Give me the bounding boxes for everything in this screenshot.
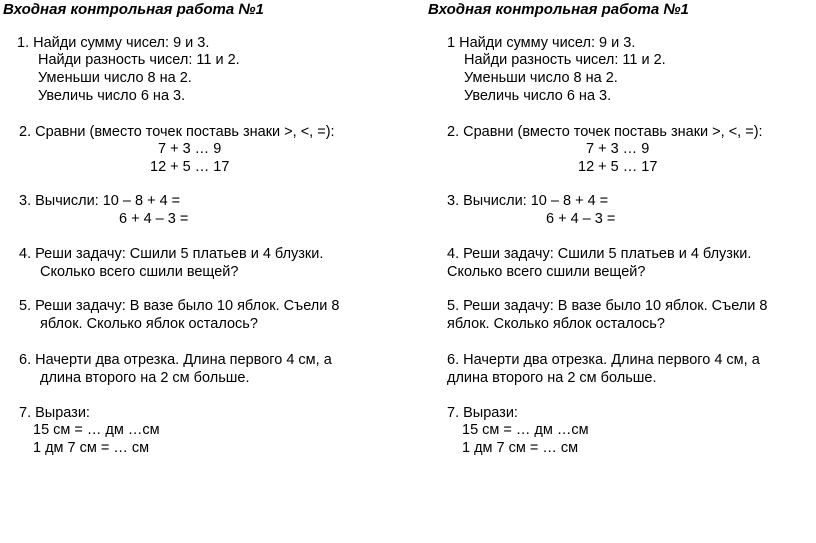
task-line: 15 см = … дм …см [462,422,589,438]
task-line: 6. Начерти два отрезка. Длина первого 4 см, а [19,352,332,368]
task-line: Увеличь число 6 на 3. [464,88,612,104]
task-line: Сколько всего сшили вещей? [40,264,239,280]
task-line: Увеличь число 6 на 3. [38,88,186,104]
task-line: 1. Найди сумму чисел: 9 и 3. [17,35,210,51]
task-line: яблок. Сколько яблок осталось? [447,316,665,332]
task-line: 3. Вычисли: 10 – 8 + 4 = [19,193,181,209]
worksheet-title: Входная контрольная работа №1 [428,1,689,18]
task-line: 3. Вычисли: 10 – 8 + 4 = [447,193,609,209]
task-line: яблок. Сколько яблок осталось? [40,316,258,332]
task-line: Уменьши число 8 на 2. [38,70,192,86]
task-line: Найди разность чисел: 11 и 2. [38,52,240,68]
task-line: 2. Сравни (вместо точек поставь знаки >, <, =): [447,124,763,140]
task-line: 7 + 3 … 9 [158,141,222,157]
task-line: 12 + 5 … 17 [578,159,658,175]
task-line: Уменьши число 8 на 2. [464,70,618,86]
task-line: 4. Реши задачу: Сшили 5 платьев и 4 блузки. [447,246,752,262]
task-line: 2. Сравни (вместо точек поставь знаки >, <, =): [19,124,335,140]
task-line: Сколько всего сшили вещей? [447,264,646,280]
task-line: 7. Вырази: [19,405,90,421]
task-line: 5. Реши задачу: В вазе было 10 яблок. Съели 8 [19,298,340,314]
task-line: 15 см = … дм …см [33,422,160,438]
task-line: 4. Реши задачу: Сшили 5 платьев и 4 блузки. [19,246,324,262]
task-line: 7 + 3 … 9 [586,141,650,157]
task-line: 6. Начерти два отрезка. Длина первого 4 см, а [447,352,760,368]
task-line: 1 Найди сумму чисел: 9 и 3. [447,35,636,51]
worksheet-title: Входная контрольная работа №1 [3,1,264,18]
task-line: 7. Вырази: [447,405,518,421]
task-line: Найди разность чисел: 11 и 2. [464,52,666,68]
worksheet-right [428,0,816,543]
task-line: 6 + 4 – 3 = [119,211,189,227]
task-line: 1 дм 7 см = … см [33,440,150,456]
task-line: длина второго на 2 см больше. [40,370,250,386]
worksheet-left [0,0,400,543]
task-line: длина второго на 2 см больше. [447,370,657,386]
task-line: 5. Реши задачу: В вазе было 10 яблок. Съели 8 [447,298,768,314]
task-line: 6 + 4 – 3 = [546,211,616,227]
task-line: 1 дм 7 см = … см [462,440,579,456]
task-line: 12 + 5 … 17 [150,159,230,175]
